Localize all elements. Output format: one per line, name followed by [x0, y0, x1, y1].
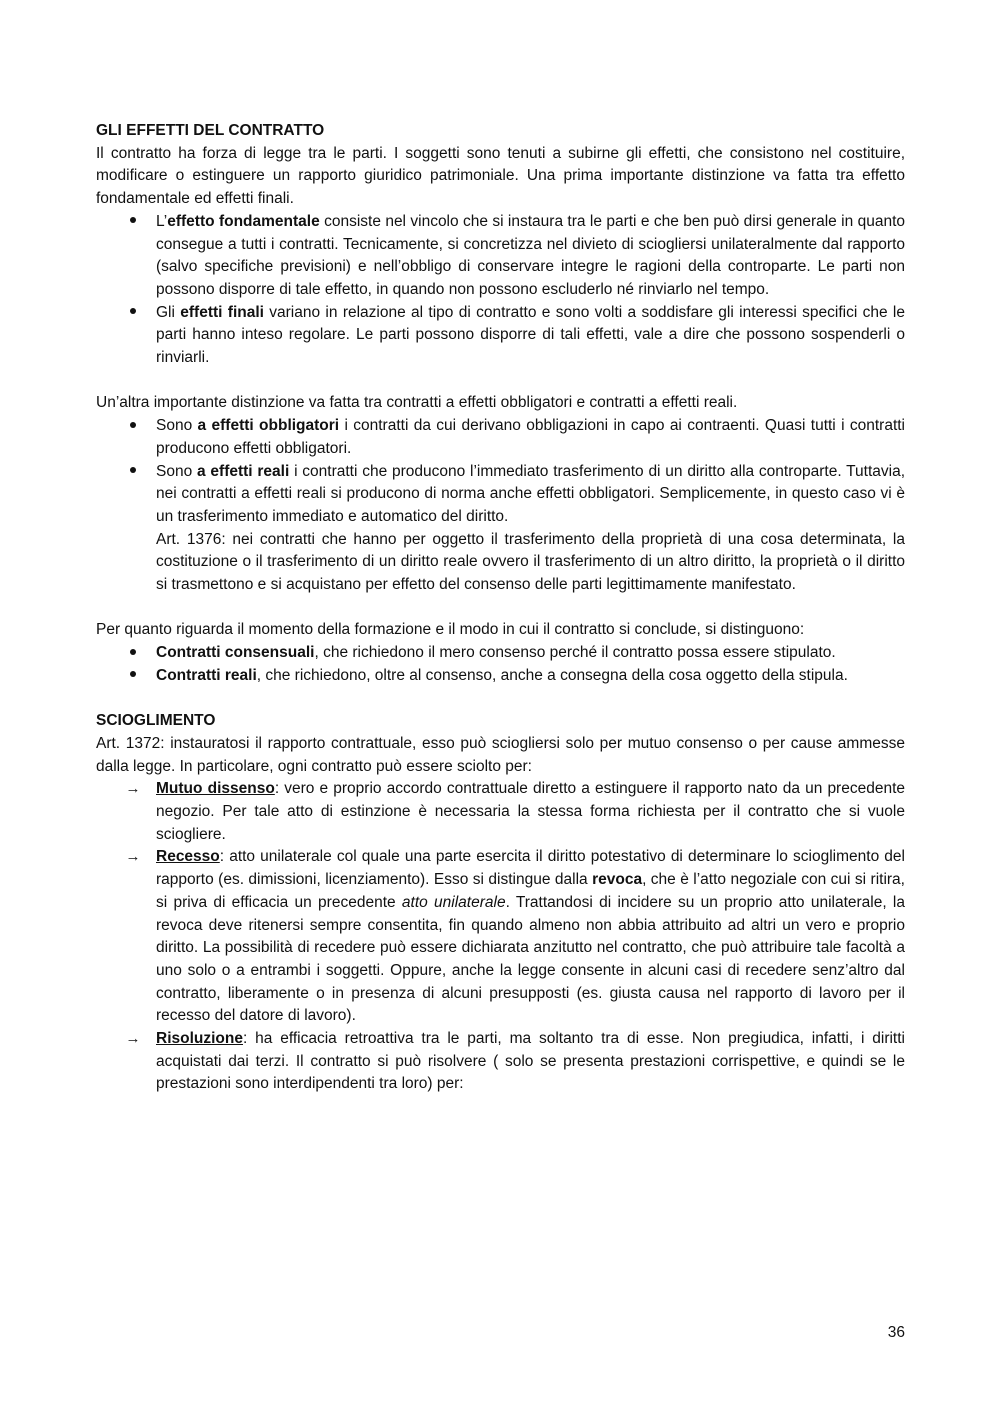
- arrow-right-icon: →: [125, 1030, 141, 1048]
- bullet-list-consensuali-reali: [96, 642, 905, 687]
- arrow-right-icon: →: [125, 848, 141, 866]
- list-item-contratti-reali: Contratti reali, che richiedono, oltre al consenso, anche a consegna della cosa oggetto della stipula.: [96, 665, 905, 688]
- list-item-effetti-reali: Sono a effetti reali i contratti che producono l’immediato trasferimento di un diritto alla controparte. Tuttavia, nei contratti a effetti reali si producono di norma anche effetti obbligatori. Semplicemente, in questo caso vi è un trasferimento immediato e automatico del diritto. Art. 1376: nei contratti che hanno per oggetto il trasferimento della proprietà di una cosa determinata, la costituzione o il trasferimento di un diritto reale ovvero il trasferimento di un altro diritto, la proprietà o il diritto si trasmettono e si acquistano per effetto del consenso delle parti legittimamente manifestato.: [96, 461, 905, 597]
- bullet-icon: [126, 415, 140, 438]
- bullet-icon: [126, 302, 140, 325]
- bullet-icon: [126, 642, 140, 665]
- section-heading-scioglimento: SCIOGLIMENTO: [96, 712, 216, 730]
- bullet-icon: [126, 665, 140, 688]
- paragraph-distinzione: Un’altra importante distinzione va fatta tra contratti a effetti obbligatori e contratti a effetti reali.: [96, 394, 738, 412]
- list-item-recesso: → Recesso: atto unilaterale col quale una parte esercita il diritto potestativo di determinare lo scioglimento del rapporto (es. dimissioni, licenziamento). Esso si distingue dalla revoca, che è l’atto negoziale con cui si ritira, si priva di efficacia un precedente atto unilaterale. Trattandosi di incidere su un proprio atto unilaterale, la revoca deve ritenersi sempre consentita, fin quando almeno non abbia attribuito ad altri un vero e proprio diritto. La possibilità di recedere può essere dichiarata anzitutto nel contratto, che può attribuire tale facoltà a uno solo o a entrambi i soggetti. Oppure, anche la legge consente in alcuni casi di recedere senz’altro dal contratto, liberamente o in presenza di alcuni presupposti (es. giusta causa nel rapporto di lavoro per il recesso del datore di lavoro).: [96, 846, 905, 1028]
- document-page: [96, 120, 905, 1096]
- list-item-effetto-fondamentale: L’effetto fondamentale consiste nel vincolo che si instaura tra le parti e che ben può dirsi generale in quanto consegue a tutti i contratti. Tecnicamente, si concretizza nel divieto di sciogliersi unilateralmente dal rapporto (salvo specifiche previsioni) e nell’obbligo di conservare integre le ragioni della controparte. Le parti non possono disporre di tale effetto, in quando non possono escluderlo né rinviarlo nel tempo.: [96, 211, 905, 302]
- paragraph-effetti-intro: Il contratto ha forza di legge tra le parti. I soggetti sono tenuti a subirne gli effetti, che consistono nel costituire, modificare o estinguere un rapporto giuridico patrimoniale. Una prima importante distinzione va fatta tra effetto fondamentale ed effetti finali.: [96, 144, 905, 208]
- bullet-icon: [126, 211, 140, 234]
- list-item-effetti-finali: Gli effetti finali variano in relazione al tipo di contratto e sono volti a soddisfare gli interessi specifici che le parti hanno inteso regolare. Le parti possono disporre di tali effetti, vale a dire che possono sospenderli o rinviarli.: [96, 302, 905, 370]
- arrow-list-scioglimento: [96, 778, 905, 1096]
- bullet-list-obbligatori-reali: [96, 415, 905, 597]
- arrow-right-icon: →: [125, 780, 141, 798]
- paragraph-formazione: Per quanto riguarda il momento della formazione e il modo in cui il contratto si conclude, si distinguono:: [96, 621, 805, 639]
- article-1376: Art. 1376: nei contratti che hanno per oggetto il trasferimento della proprietà di una cosa determinata, la costituzione o il trasferimento di un diritto reale ovvero il trasferimento di un altro diritto, la proprietà o il diritto si trasmettono e si acquistano per effetto del consenso delle parti legittimamente manifestato.: [156, 530, 905, 594]
- list-item-contratti-consensuali: Contratti consensuali, che richiedono il mero consenso perché il contratto possa essere stipulato.: [96, 642, 905, 665]
- paragraph-art-1372: Art. 1372: instauratosi il rapporto contrattuale, esso può sciogliersi solo per mutuo consenso o per cause ammesse dalla legge. In particolare, ogni contratto può essere sciolto per:: [96, 734, 905, 775]
- page-number: 36: [887, 1324, 905, 1341]
- list-item-risoluzione: → Risoluzione: ha efficacia retroattiva tra le parti, ma soltanto tra di esse. Non pregiudica, infatti, i diritti acquistati dai terzi. Il contratto si può risolvere ( solo se presenta prestazioni corrispettive, e quindi se le prestazioni sono interdipendenti tra loro) per:: [96, 1028, 905, 1096]
- section-heading-effetti: GLI EFFETTI DEL CONTRATTO: [96, 122, 325, 139]
- bullet-list-effetti: [96, 211, 905, 370]
- bullet-icon: [126, 461, 140, 484]
- list-item-effetti-obbligatori: Sono a effetti obbligatori i contratti da cui derivano obbligazioni in capo ai contraenti. Quasi tutti i contratti producono effetti obbligatori.: [96, 415, 905, 460]
- list-item-mutuo-dissenso: → Mutuo dissenso: vero e proprio accordo contrattuale diretto a estinguere il rapporto nato da un precedente negozio. Per tale atto di estinzione è necessaria la stessa forma richiesta per il contratto che si vuole sciogliere.: [96, 778, 905, 846]
